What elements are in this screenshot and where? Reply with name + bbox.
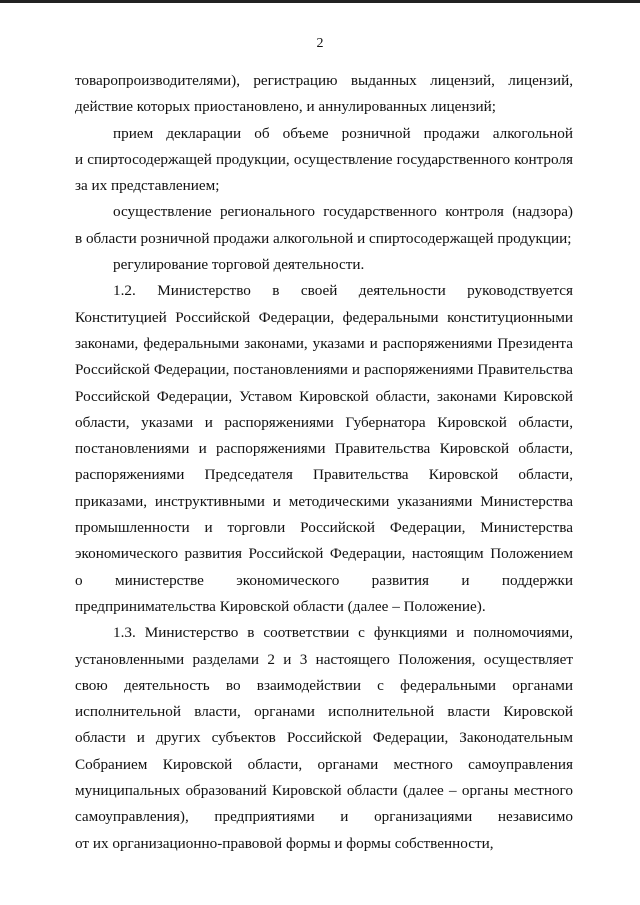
text-line: в области розничной продажи алкогольной и спиртосодержащей продукции;: [75, 229, 572, 247]
document-body: [75, 68, 573, 857]
text-line: Российской Федерации, Уставом Кировской области, законами Кировской: [75, 387, 573, 405]
text-line: прием декларации об объеме розничной продажи алкогольной: [113, 124, 573, 142]
text-line: распоряжениями Председателя Правительства Кировской области,: [75, 466, 573, 484]
page-number: 2: [316, 36, 324, 51]
text-line: и спиртосодержащей продукции, осуществление государственного контроля: [75, 150, 573, 168]
text-line: свою деятельность во взаимодействии с федеральными органами: [75, 676, 573, 694]
text-line: регулирование торговой деятельности.: [113, 256, 365, 274]
paragraph: [75, 121, 573, 200]
text-line: предпринимательства Кировской области (далее – Положение).: [75, 597, 486, 615]
text-line: Конституцией Российской Федерации, федеральными конституционными: [75, 308, 573, 326]
text-line: области, указами и распоряжениями Губернатора Кировской области,: [75, 413, 573, 431]
text-line: муниципальных образований Кировской области (далее – органы местного: [75, 782, 573, 800]
text-line: 1.3. Министерство в соответствии с функциями и полномочиями,: [113, 624, 573, 642]
text-line: Российской Федерации, постановлениями и распоряжениями Правительства: [75, 361, 573, 379]
text-line: законами, федеральными законами, указами и распоряжениями Президента: [75, 334, 573, 352]
paragraph: [75, 68, 573, 121]
text-line: промышленности и торговли Российской Федерации, Министерства: [75, 519, 573, 537]
text-line: исполнительной власти, органами исполнительной власти Кировской: [75, 703, 573, 721]
text-line: самоуправления), предприятиями и организациями независимо: [75, 808, 573, 826]
text-line: о министерстве экономического развития и поддержки: [75, 571, 573, 589]
text-line: постановлениями и распоряжениями Правительства Кировской области,: [75, 440, 573, 458]
text-line: товаропроизводителями), регистрацию выданных лицензий, лицензий,: [75, 72, 573, 89]
text-line: от их организационно-правовой формы и формы собственности,: [75, 834, 494, 852]
text-line: установленными разделами 2 и 3 настоящего Положения, осуществляет: [75, 650, 573, 668]
paragraph: [75, 620, 573, 857]
paragraph: [75, 278, 573, 620]
text-line: Собранием Кировской области, органами местного самоуправления: [75, 755, 573, 773]
text-line: за их представлением;: [75, 177, 220, 195]
paragraph: [75, 199, 573, 252]
text-line: экономического развития Российской Федерации, настоящим Положением: [75, 545, 573, 563]
paragraph: [75, 252, 573, 278]
text-line: приказами, инструктивными и методическими указаниями Министерства: [75, 492, 573, 510]
text-line: 1.2. Министерство в своей деятельности руководствуется: [113, 282, 573, 300]
text-line: осуществление регионального государственного контроля (надзора): [113, 203, 573, 221]
text-line: области и других субъектов Российской Федерации, Законодательным: [75, 729, 573, 747]
top-border-line: [0, 0, 640, 3]
text-line: действие которых приостановлено, и аннулированных лицензий;: [75, 98, 496, 116]
